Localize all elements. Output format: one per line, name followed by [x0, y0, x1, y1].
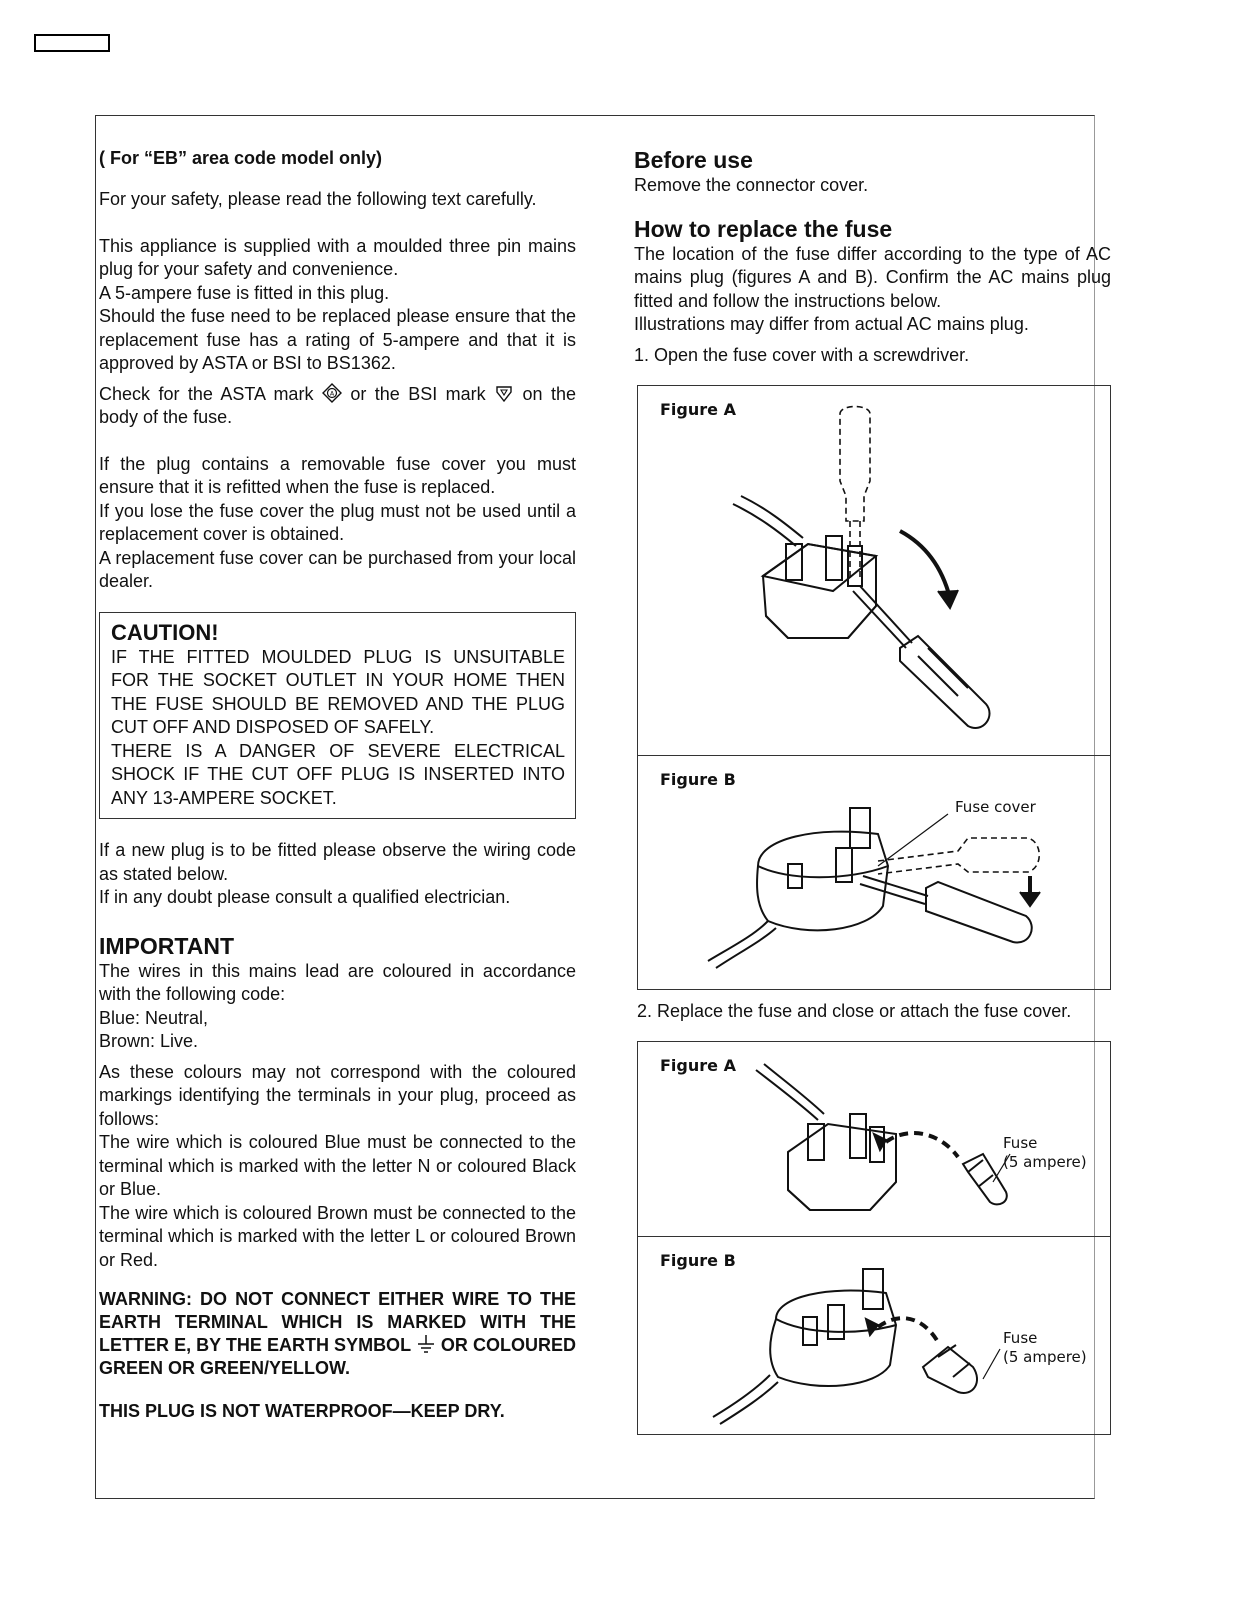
before-use-title: Before use [634, 147, 753, 173]
caution-text-1: IF THE FITTED MOULDED PLUG IS UNSUITABLE FOR THE SOCKET OUTLET IN YOUR HOME THEN THE FUSE SHOULD BE REMOVED AND THE PLUG CUT OFF AND DISPOSED OF SAFELY. [111, 646, 565, 737]
plug-a-fuse-illustration [638, 1042, 1110, 1237]
caution-box [99, 612, 576, 820]
plug-b-fuse-cover-illustration [638, 756, 1110, 988]
fuse-label-a-rating: (5 ampere) [1003, 1153, 1087, 1171]
plug-para-2: A 5-ampere fuse is fitted in this plug. [99, 282, 390, 303]
figure-box-step-1 [637, 385, 1111, 990]
fuse-label-a-name: Fuse [1003, 1134, 1038, 1152]
figure-2b [638, 1237, 1110, 1433]
caution-text-2: THERE IS A DANGER OF SEVERE ELECTRICAL SHOCK IF THE CUT OFF PLUG IS INSERTED INTO ANY 13-AMPERE SOCKET. [111, 740, 565, 808]
before-use-text: Remove the connector cover. [634, 175, 869, 195]
caution-title: CAUTION! [111, 619, 219, 645]
fuse-cover-label: Fuse cover [955, 798, 1036, 816]
asta-mark-icon [322, 383, 342, 403]
important-text-1: The wires in this mains lead are coloured in accordance with the following code: [99, 960, 576, 1004]
left-column [99, 147, 576, 1423]
new-plug-para-2: If in any doubt please consult a qualified electrician. [99, 887, 511, 907]
figure-1a [638, 386, 1110, 756]
plug-b-fuse-illustration [638, 1237, 1110, 1433]
figure-2a [638, 1042, 1110, 1237]
replace-fuse-title: How to replace the fuse [634, 215, 893, 242]
figure-1b-label: Figure B [660, 770, 736, 789]
svg-text:A: A [329, 390, 334, 397]
replace-text-1: The location of the fuse differ according to the type of AC mains plug (figures A and B). Confirm the AC mains plug fitted and follow the instructions below. [634, 243, 1111, 311]
important-title: IMPORTANT [99, 932, 235, 959]
step-2: 2. Replace the fuse and close or attach the fuse cover. [637, 1001, 1072, 1021]
plug-para-1: This appliance is supplied with a moulded three pin mains plug for your safety and convenience. [99, 235, 576, 279]
cover-para-1: If the plug contains a removable fuse cover you must ensure that it is refitted when the fuse is replaced. [99, 453, 576, 497]
page-tab [34, 34, 110, 52]
cover-para-2: If you lose the fuse cover the plug must not be used until a replacement cover is obtained. [99, 500, 576, 544]
check-text-a: Check for the ASTA mark [99, 383, 314, 404]
figure-1b [638, 756, 1110, 988]
warning-text-b: OR COLOURED GREEN OR GREEN/YELLOW. [99, 1335, 576, 1378]
figure-box-step-2 [637, 1041, 1111, 1435]
safety-intro: For your safety, please read the following text carefully. [99, 189, 537, 209]
important-text-3: Brown: Live. [99, 1031, 199, 1051]
check-mark-para [99, 383, 576, 430]
fuse-label-b-name: Fuse [1003, 1329, 1038, 1347]
figure-1a-label: Figure A [660, 400, 736, 419]
check-text-c: on the body of the fuse. [99, 383, 577, 427]
figure-2b-label: Figure B [660, 1251, 736, 1270]
wiring-para-2: The wire which is coloured Blue must be connected to the terminal which is marked with the letter N or coloured Black or Blue. [99, 1132, 576, 1199]
plug-para-3: Should the fuse need to be replaced please ensure that the replacement fuse has a rating of 5-ampere and that it is approved by ASTA or BSI to BS1362. [99, 306, 576, 373]
cover-para-3: A replacement fuse cover can be purchased from your local dealer. [99, 547, 576, 591]
wiring-para-1: As these colours may not correspond with the coloured markings identifying the terminals in your plug, proceed as follows: [99, 1061, 576, 1129]
figure-2a-label: Figure A [660, 1056, 736, 1075]
wiring-para-3: The wire which is coloured Brown must be connected to the terminal which is marked with the letter L or coloured Brown or Red. [99, 1202, 576, 1270]
new-plug-para-1: If a new plug is to be fitted please observe the wiring code as stated below. [99, 840, 576, 884]
right-column [634, 147, 1111, 367]
waterproof-warning: THIS PLUG IS NOT WATERPROOF—KEEP DRY. [99, 1401, 505, 1421]
step-1: 1. Open the fuse cover with a screwdriver. [634, 344, 970, 365]
plug-a-screwdriver-illustration [638, 386, 1110, 756]
warning-text-a: WARNING: DO NOT CONNECT EITHER WIRE TO THE EARTH TERMINAL WHICH IS MARKED WITH THE LETTER E, BY THE EARTH SYMBOL [99, 1289, 576, 1355]
important-text-2: Blue: Neutral, [99, 1007, 209, 1028]
step-2-wrap [637, 1000, 1111, 1024]
earth-symbol-icon [416, 1334, 436, 1354]
fuse-label-b-rating: (5 ampere) [1003, 1348, 1087, 1366]
area-code-title: ( For “EB” area code model only) [99, 148, 383, 168]
replace-text-2: Illustrations may differ from actual AC mains plug. [634, 314, 1029, 334]
check-text-b: or the BSI mark [350, 383, 486, 404]
warning-para [99, 1288, 576, 1380]
bsi-kitemark-icon [494, 383, 514, 403]
